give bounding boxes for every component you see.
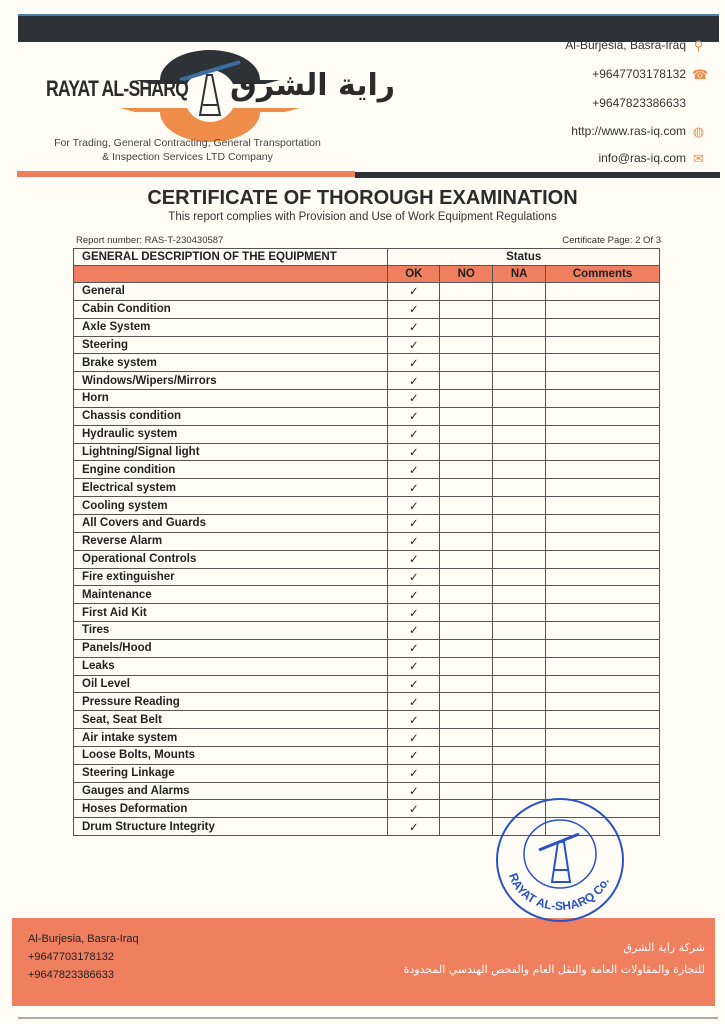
contact-email[interactable] bbox=[598, 151, 705, 165]
item-label: Panels/Hood bbox=[74, 639, 388, 657]
comments-cell bbox=[546, 746, 660, 764]
comments-cell bbox=[546, 283, 660, 301]
no-cell bbox=[440, 622, 493, 640]
na-cell bbox=[493, 443, 546, 461]
ok-check-cell: ✓ bbox=[388, 586, 440, 604]
contact-text: Al-Burjesia, Basra-Iraq bbox=[565, 38, 686, 52]
item-label: Cooling system bbox=[74, 497, 388, 515]
stamp-text-path: RAYAT AL-SHARQ Co. bbox=[506, 871, 613, 914]
no-cell bbox=[440, 657, 493, 675]
na-cell bbox=[493, 514, 546, 532]
contact-text: +9647703178132 bbox=[592, 67, 686, 81]
no-cell bbox=[440, 800, 493, 818]
item-label: Lightning/Signal light bbox=[74, 443, 388, 461]
document-subtitle: This report complies with Provision and Use of Work Equipment Regulations bbox=[168, 211, 557, 223]
ok-check-cell: ✓ bbox=[388, 354, 440, 372]
comments-cell bbox=[546, 461, 660, 479]
item-label: First Aid Kit bbox=[74, 604, 388, 622]
ok-check-cell: ✓ bbox=[388, 568, 440, 586]
website-link[interactable]: http://www.ras-iq.com bbox=[571, 124, 686, 138]
na-cell bbox=[493, 318, 546, 336]
col-na: NA bbox=[493, 266, 546, 283]
comments-cell bbox=[546, 675, 660, 693]
item-label: All Covers and Guards bbox=[74, 514, 388, 532]
comments-cell bbox=[546, 443, 660, 461]
ok-check-cell: ✓ bbox=[388, 283, 440, 301]
no-cell bbox=[440, 443, 493, 461]
na-cell bbox=[493, 497, 546, 515]
table-row bbox=[74, 764, 660, 782]
table-row bbox=[74, 479, 660, 497]
header-divider-orange bbox=[17, 171, 355, 177]
item-label: Brake system bbox=[74, 354, 388, 372]
na-cell bbox=[493, 354, 546, 372]
na-cell bbox=[493, 479, 546, 497]
table-row bbox=[74, 532, 660, 550]
table-row bbox=[74, 711, 660, 729]
comments-cell bbox=[546, 300, 660, 318]
na-cell bbox=[493, 675, 546, 693]
ok-check-cell: ✓ bbox=[388, 693, 440, 711]
item-label: Chassis condition bbox=[74, 407, 388, 425]
document-title: CERTIFICATE OF THOROUGH EXAMINATION bbox=[147, 187, 578, 209]
tagline-line-2: & Inspection Services LTD Company bbox=[102, 151, 273, 163]
item-label: Windows/Wipers/Mirrors bbox=[74, 372, 388, 390]
table-row bbox=[74, 318, 660, 336]
ok-check-cell: ✓ bbox=[388, 729, 440, 747]
ok-check-cell: ✓ bbox=[388, 443, 440, 461]
certificate-page: Certificate Page: 2 Of 3 bbox=[562, 235, 661, 246]
comments-cell bbox=[546, 497, 660, 515]
ok-check-cell: ✓ bbox=[388, 622, 440, 640]
ok-check-cell: ✓ bbox=[388, 300, 440, 318]
no-cell bbox=[440, 639, 493, 657]
table-row bbox=[74, 604, 660, 622]
item-label: Gauges and Alarms bbox=[74, 782, 388, 800]
na-cell bbox=[493, 639, 546, 657]
na-cell bbox=[493, 336, 546, 354]
na-cell bbox=[493, 711, 546, 729]
table-row bbox=[74, 514, 660, 532]
footer-address: Al-Burjesia, Basra-Iraq bbox=[28, 933, 139, 945]
na-cell bbox=[493, 283, 546, 301]
no-cell bbox=[440, 711, 493, 729]
no-cell bbox=[440, 407, 493, 425]
table-row bbox=[74, 657, 660, 675]
item-label: Drum Structure Integrity bbox=[74, 818, 388, 836]
ok-check-cell: ✓ bbox=[388, 497, 440, 515]
item-label: Loose Bolts, Mounts bbox=[74, 746, 388, 764]
na-cell bbox=[493, 390, 546, 408]
table-row bbox=[74, 622, 660, 640]
footer-company-name-ar: شركة راية الشرق bbox=[623, 941, 705, 954]
inspection-table bbox=[73, 248, 660, 836]
comments-cell bbox=[546, 657, 660, 675]
na-cell bbox=[493, 586, 546, 604]
na-cell bbox=[493, 729, 546, 747]
ok-check-cell: ✓ bbox=[388, 818, 440, 836]
no-cell bbox=[440, 318, 493, 336]
globe-icon: ◍ bbox=[692, 123, 705, 139]
item-label: Pressure Reading bbox=[74, 693, 388, 711]
no-cell bbox=[440, 586, 493, 604]
brand-name-ar: راية الشرق bbox=[230, 68, 396, 103]
table-row bbox=[74, 639, 660, 657]
item-label: Cabin Condition bbox=[74, 300, 388, 318]
no-cell bbox=[440, 372, 493, 390]
report-number: Report number: RAS-T-230430587 bbox=[76, 235, 224, 246]
comments-cell bbox=[546, 711, 660, 729]
no-cell bbox=[440, 764, 493, 782]
bottom-rule bbox=[18, 1017, 718, 1019]
item-label: Reverse Alarm bbox=[74, 532, 388, 550]
comments-cell bbox=[546, 729, 660, 747]
ok-check-cell: ✓ bbox=[388, 746, 440, 764]
footer-contact bbox=[28, 930, 139, 984]
na-cell bbox=[493, 372, 546, 390]
comments-cell bbox=[546, 568, 660, 586]
na-cell bbox=[493, 693, 546, 711]
ok-check-cell: ✓ bbox=[388, 550, 440, 568]
no-cell bbox=[440, 514, 493, 532]
comments-cell bbox=[546, 604, 660, 622]
na-cell bbox=[493, 764, 546, 782]
comments-cell bbox=[546, 354, 660, 372]
item-label: Seat, Seat Belt bbox=[74, 711, 388, 729]
item-label: Air intake system bbox=[74, 729, 388, 747]
table-row bbox=[74, 746, 660, 764]
envelope-icon: ✉ bbox=[693, 150, 704, 166]
no-cell bbox=[440, 390, 493, 408]
ok-check-cell: ✓ bbox=[388, 479, 440, 497]
location-pin-icon: ⚲ bbox=[693, 37, 704, 53]
table-row bbox=[74, 461, 660, 479]
comments-cell bbox=[546, 407, 660, 425]
no-cell bbox=[440, 461, 493, 479]
comments-cell bbox=[546, 514, 660, 532]
table-row bbox=[74, 443, 660, 461]
table-row bbox=[74, 550, 660, 568]
na-cell bbox=[493, 657, 546, 675]
no-cell bbox=[440, 568, 493, 586]
table-row bbox=[74, 354, 660, 372]
no-cell bbox=[440, 675, 493, 693]
table-row bbox=[74, 407, 660, 425]
table-row bbox=[74, 336, 660, 354]
comments-cell bbox=[546, 764, 660, 782]
email-link[interactable]: info@ras-iq.com bbox=[598, 151, 686, 165]
ok-check-cell: ✓ bbox=[388, 782, 440, 800]
table-row bbox=[74, 675, 660, 693]
item-label: Operational Controls bbox=[74, 550, 388, 568]
contact-address bbox=[565, 38, 705, 52]
comments-cell bbox=[546, 639, 660, 657]
no-cell bbox=[440, 532, 493, 550]
desc-header: GENERAL DESCRIPTION OF THE EQUIPMENT bbox=[74, 249, 388, 266]
table-row bbox=[74, 693, 660, 711]
na-cell bbox=[493, 550, 546, 568]
na-cell bbox=[493, 604, 546, 622]
col-ok: OK bbox=[388, 266, 440, 283]
item-label: Fire extinguisher bbox=[74, 568, 388, 586]
item-label: Oil Level bbox=[74, 675, 388, 693]
item-label: Axle System bbox=[74, 318, 388, 336]
company-tagline bbox=[40, 136, 335, 164]
ok-check-cell: ✓ bbox=[388, 318, 440, 336]
no-cell bbox=[440, 746, 493, 764]
no-cell bbox=[440, 283, 493, 301]
status-header: Status bbox=[388, 249, 660, 266]
item-label: Tires bbox=[74, 622, 388, 640]
item-label: General bbox=[74, 283, 388, 301]
na-cell bbox=[493, 746, 546, 764]
footer-company-ar bbox=[404, 937, 705, 981]
table-row bbox=[74, 497, 660, 515]
ok-check-cell: ✓ bbox=[388, 336, 440, 354]
ok-check-cell: ✓ bbox=[388, 639, 440, 657]
table-row bbox=[74, 568, 660, 586]
ok-check-cell: ✓ bbox=[388, 407, 440, 425]
no-cell bbox=[440, 497, 493, 515]
header-divider-dark bbox=[355, 172, 720, 178]
brand-name-en: RAYAT AL-SHARQ bbox=[46, 76, 189, 101]
phone-icon: ☎ bbox=[692, 66, 709, 82]
item-label: Maintenance bbox=[74, 586, 388, 604]
col-no: NO bbox=[440, 266, 493, 283]
comments-cell bbox=[546, 479, 660, 497]
item-label: Steering Linkage bbox=[74, 764, 388, 782]
no-cell bbox=[440, 479, 493, 497]
desc-header-blank bbox=[74, 266, 388, 283]
na-cell bbox=[493, 425, 546, 443]
na-cell bbox=[493, 461, 546, 479]
comments-cell bbox=[546, 532, 660, 550]
no-cell bbox=[440, 336, 493, 354]
comments-cell bbox=[546, 372, 660, 390]
na-cell bbox=[493, 407, 546, 425]
table-row bbox=[74, 390, 660, 408]
ok-check-cell: ✓ bbox=[388, 657, 440, 675]
ok-check-cell: ✓ bbox=[388, 532, 440, 550]
no-cell bbox=[440, 604, 493, 622]
contact-phone-1 bbox=[592, 66, 709, 82]
item-label: Leaks bbox=[74, 657, 388, 675]
ok-check-cell: ✓ bbox=[388, 461, 440, 479]
no-cell bbox=[440, 354, 493, 372]
company-stamp bbox=[494, 796, 626, 924]
col-comments: Comments bbox=[546, 266, 660, 283]
table-row bbox=[74, 729, 660, 747]
no-cell bbox=[440, 729, 493, 747]
contact-phone-2 bbox=[592, 96, 686, 110]
ok-check-cell: ✓ bbox=[388, 514, 440, 532]
ok-check-cell: ✓ bbox=[388, 711, 440, 729]
item-label: Engine condition bbox=[74, 461, 388, 479]
comments-cell bbox=[546, 693, 660, 711]
comments-cell bbox=[546, 622, 660, 640]
no-cell bbox=[440, 425, 493, 443]
no-cell bbox=[440, 550, 493, 568]
no-cell bbox=[440, 693, 493, 711]
comments-cell bbox=[546, 425, 660, 443]
stamp-text bbox=[506, 871, 612, 913]
footer-phone-2: +9647823386633 bbox=[28, 969, 114, 981]
comments-cell bbox=[546, 318, 660, 336]
footer-description-ar: للتجارة والمقاولات العامة والنقل العام والفحص الهندسي المحدودة bbox=[403, 963, 705, 976]
ok-check-cell: ✓ bbox=[388, 372, 440, 390]
ok-check-cell: ✓ bbox=[388, 675, 440, 693]
na-cell bbox=[493, 532, 546, 550]
footer-phone-1: +9647703178132 bbox=[28, 951, 114, 963]
table-row bbox=[74, 283, 660, 301]
na-cell bbox=[493, 622, 546, 640]
table-row bbox=[74, 425, 660, 443]
ok-check-cell: ✓ bbox=[388, 764, 440, 782]
item-label: Steering bbox=[74, 336, 388, 354]
table-row bbox=[74, 300, 660, 318]
no-cell bbox=[440, 782, 493, 800]
ok-check-cell: ✓ bbox=[388, 800, 440, 818]
ok-check-cell: ✓ bbox=[388, 390, 440, 408]
item-label: Hoses Deformation bbox=[74, 800, 388, 818]
ok-check-cell: ✓ bbox=[388, 604, 440, 622]
na-cell bbox=[493, 568, 546, 586]
item-label: Hydraulic system bbox=[74, 425, 388, 443]
table-row bbox=[74, 372, 660, 390]
contact-website[interactable] bbox=[571, 124, 705, 138]
comments-cell bbox=[546, 336, 660, 354]
ok-check-cell: ✓ bbox=[388, 425, 440, 443]
comments-cell bbox=[546, 390, 660, 408]
contact-text: +9647823386633 bbox=[592, 96, 686, 110]
tagline-line-1: For Trading, General Contracting, General Transportation bbox=[54, 137, 321, 149]
item-label: Horn bbox=[74, 390, 388, 408]
no-cell bbox=[440, 300, 493, 318]
no-cell bbox=[440, 818, 493, 836]
comments-cell bbox=[546, 550, 660, 568]
table-row bbox=[74, 586, 660, 604]
item-label: Electrical system bbox=[74, 479, 388, 497]
na-cell bbox=[493, 300, 546, 318]
comments-cell bbox=[546, 586, 660, 604]
